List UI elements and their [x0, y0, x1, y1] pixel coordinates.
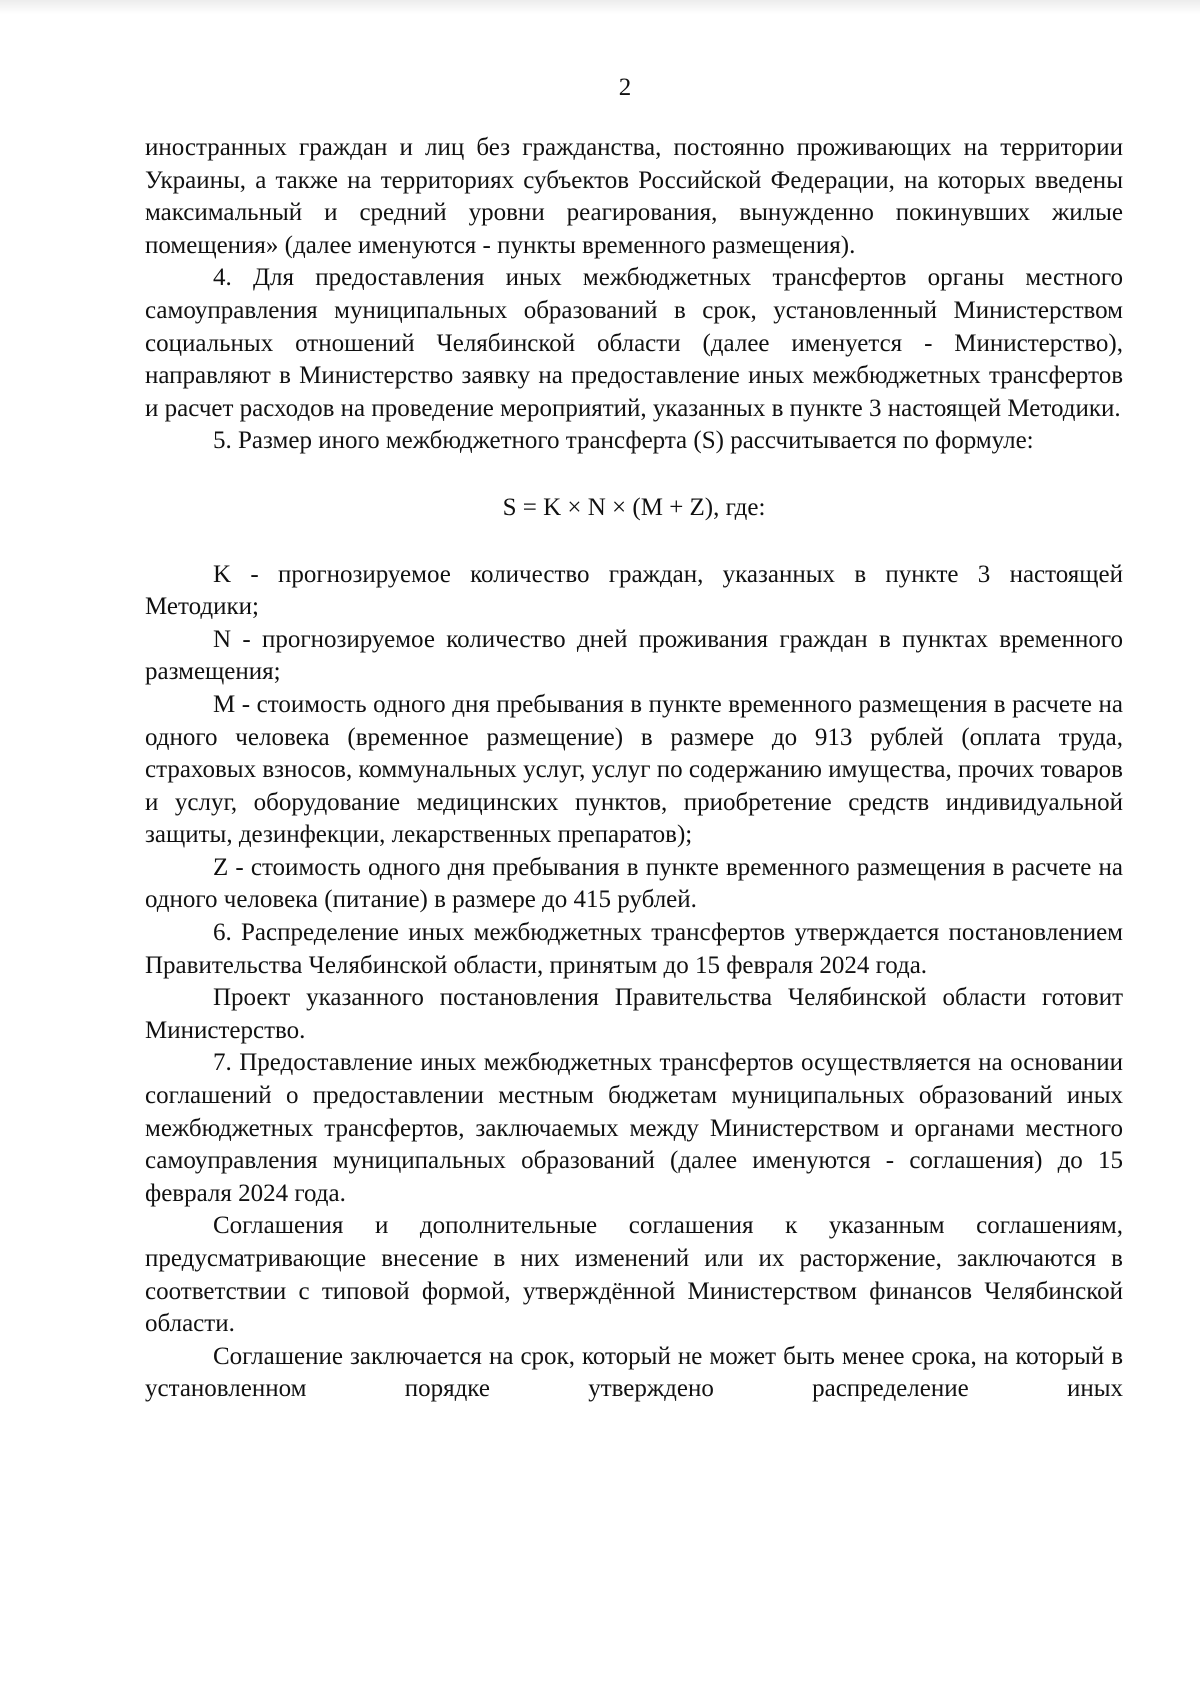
- formula: S = K × N × (M + Z), где:: [502, 493, 766, 521]
- paragraph-4: 4. Для предоставления иных межбюджетных трансфертов органы местного самоуправления муниципальных образований в срок, установленный Министерством социальных отношений Челябинской области (далее именуется - Министерство), направляют в Министерство заявку на предоставление иных межбюджетных трансфертов и расчет расходов на проведение мероприятий, указанных в пункте 3 настоящей Методики.: [145, 264, 1123, 422]
- paragraph-7-term: Соглашение заключается на срок, который не может быть менее срока, на который в установленном порядке утверждено распределение иных: [145, 1342, 1123, 1403]
- definition-z: Z - стоимость одного дня пребывания в пункте временного размещения в расчете на одного человека (питание) в размере до 415 рублей.: [145, 853, 1123, 914]
- paragraph-continuation: иностранных граждан и лиц без гражданства, постоянно проживающих на территории Украины, а также на территориях субъектов Российской Федерации, на которых введены максимальный и средний уровни реагирования, вынужденно покинувших жилые помещения» (далее именуются - пункты временного размещения).: [145, 134, 1123, 259]
- paragraph-5: 5. Размер иного межбюджетного трансферта (S) рассчитывается по формуле:: [213, 427, 1034, 455]
- scan-edge-shadow: [0, 0, 1200, 14]
- definition-n: N - прогнозируемое количество дней проживания граждан в пунктах временного размещения;: [145, 625, 1123, 686]
- paragraph-6-project: Проект указанного постановления Правительства Челябинской области готовит Министерство.: [145, 984, 1123, 1044]
- paragraph-7: 7. Предоставление иных межбюджетных трансфертов осуществляется на основании соглашений о предоставлении местным бюджетам муниципальных образований иных межбюджетных трансфертов, заключаемых между Министерством и органами местного самоуправления муниципальных образований (далее именуются - соглашения) до 15 февраля 2024 года.: [145, 1049, 1123, 1207]
- paragraph-7-agreements: Соглашения и дополнительные соглашения к указанным соглашениям, предусматривающие внесение в них изменений или их расторжение, заключаются в соответствии с типовой формой, утверждённой Министерством финансов Челябинской области.: [145, 1212, 1123, 1338]
- document-body: [145, 132, 1123, 1406]
- definition-k: K - прогнозируемое количество граждан, указанных в пункте 3 настоящей Методики;: [145, 560, 1123, 621]
- page-number: 2: [618, 74, 632, 101]
- definition-m: M - стоимость одного дня пребывания в пункте временного размещения в расчете на одного человека (временное размещение) в размере до 913 рублей (оплата труда, страховых взносов, коммунальных услуг, услуг по содержанию имущества, прочих товаров и услуг, оборудование медицинских пунктов, приобретение средств индивидуальной защиты, дезинфекции, лекарственных препаратов);: [145, 690, 1123, 849]
- paragraph-6: 6. Распределение иных межбюджетных трансфертов утверждается постановлением Правительства Челябинской области, принятым до 15 февраля 2024 года.: [145, 919, 1123, 979]
